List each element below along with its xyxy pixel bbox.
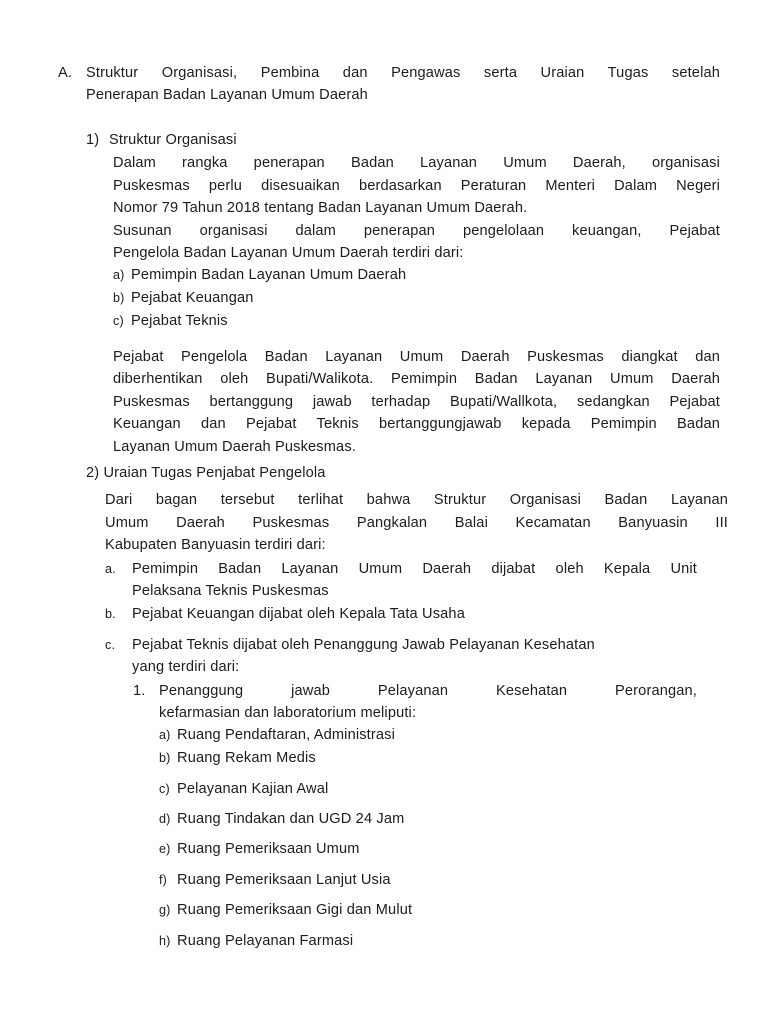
room-label: b) bbox=[159, 751, 171, 765]
room-label: g) bbox=[159, 903, 171, 917]
room-label: e) bbox=[159, 842, 171, 856]
section-title: Struktur Organisasi, Pembina dan Pengawas serta Uraian Tugas setelah bbox=[86, 65, 720, 81]
room-item: Ruang Pelayanan Farmasi bbox=[177, 933, 354, 949]
list-item: Pejabat Keuangan dijabat oleh Kepala Tata Usaha bbox=[132, 606, 465, 622]
list-item-cont: Pelaksana Teknis Puskesmas bbox=[132, 583, 329, 599]
room-label: d) bbox=[159, 812, 171, 826]
list-item: Pemimpin Badan Layanan Umum Daerah dijabat oleh Kepala Unit bbox=[132, 561, 697, 577]
list-label: a. bbox=[105, 562, 116, 576]
sub1-para2-line: Susunan organisasi dalam penerapan pengelolaan keuangan, Pejabat bbox=[113, 223, 720, 239]
sub1-para3-line: Layanan Umum Daerah Puskesmas. bbox=[113, 439, 356, 455]
section-marker: A. bbox=[58, 65, 73, 81]
room-item: Ruang Tindakan dan UGD 24 Jam bbox=[177, 811, 405, 827]
list-item: Pejabat Keuangan bbox=[131, 290, 254, 306]
sub1-para1-line: Dalam rangka penerapan Badan Layanan Umum Daerah, organisasi bbox=[113, 155, 720, 171]
room-item: Ruang Pemeriksaan Umum bbox=[177, 841, 360, 857]
list-label: c. bbox=[105, 638, 116, 652]
sub1-para1-line: Nomor 79 Tahun 2018 tentang Badan Layanan Umum Daerah. bbox=[113, 200, 528, 216]
sub1-para3-line: Puskesmas bertanggung jawab terhadap Bupati/Wallkota, sedangkan Pejabat bbox=[113, 394, 720, 410]
numbered-item-cont: kefarmasian dan laboratorium meliputi: bbox=[159, 705, 417, 721]
room-item: Ruang Rekam Medis bbox=[177, 750, 316, 766]
list-item-cont: yang terdiri dari: bbox=[132, 659, 240, 675]
sub1-marker: 1) bbox=[86, 132, 100, 148]
numbered-label: 1. bbox=[133, 683, 146, 699]
room-label: a) bbox=[159, 728, 171, 742]
list-label: a) bbox=[113, 268, 125, 282]
sub2-intro-line: Umum Daerah Puskesmas Pangkalan Balai Kecamatan Banyuasin III bbox=[105, 515, 728, 531]
sub1-para3-line: Pejabat Pengelola Badan Layanan Umum Daerah Puskesmas diangkat dan bbox=[113, 349, 720, 365]
sub1-heading: Struktur Organisasi bbox=[109, 132, 237, 148]
sub2-intro-line: Dari bagan tersebut terlihat bahwa Struktur Organisasi Badan Layanan bbox=[105, 492, 728, 508]
room-item: Ruang Pemeriksaan Gigi dan Mulut bbox=[177, 902, 413, 918]
list-item: Pejabat Teknis bbox=[131, 313, 228, 329]
numbered-item: Penanggung jawab Pelayanan Kesehatan Perorangan, bbox=[159, 683, 697, 699]
sub1-para3-line: diberhentikan oleh Bupati/Walikota. Pemimpin Badan Layanan Umum Daerah bbox=[113, 371, 720, 387]
list-label: c) bbox=[113, 314, 124, 328]
sub2-intro-line: Kabupaten Banyuasin terdiri dari: bbox=[105, 537, 326, 553]
list-label: b) bbox=[113, 291, 125, 305]
room-label: c) bbox=[159, 782, 170, 796]
room-item: Ruang Pendaftaran, Administrasi bbox=[177, 727, 396, 743]
room-label: f) bbox=[159, 873, 167, 887]
room-label: h) bbox=[159, 934, 171, 948]
room-item: Ruang Pemeriksaan Lanjut Usia bbox=[177, 872, 391, 888]
list-item: Pejabat Teknis dijabat oleh Penanggung Jawab Pelayanan Kesehatan bbox=[132, 637, 595, 653]
list-label: b. bbox=[105, 607, 116, 621]
sub1-para2-line: Pengelola Badan Layanan Umum Daerah terdiri dari: bbox=[113, 245, 464, 261]
list-item: Pemimpin Badan Layanan Umum Daerah bbox=[131, 267, 407, 283]
sub1-para3-line: Keuangan dan Pejabat Teknis bertanggungjawab kepada Pemimpin Badan bbox=[113, 416, 720, 432]
sub2-heading: 2) Uraian Tugas Penjabat Pengelola bbox=[86, 465, 326, 481]
sub1-para1-line: Puskesmas perlu disesuaikan berdasarkan Peraturan Menteri Dalam Negeri bbox=[113, 178, 720, 194]
section-title-cont: Penerapan Badan Layanan Umum Daerah bbox=[86, 87, 368, 103]
room-item: Pelayanan Kajian Awal bbox=[177, 781, 329, 797]
